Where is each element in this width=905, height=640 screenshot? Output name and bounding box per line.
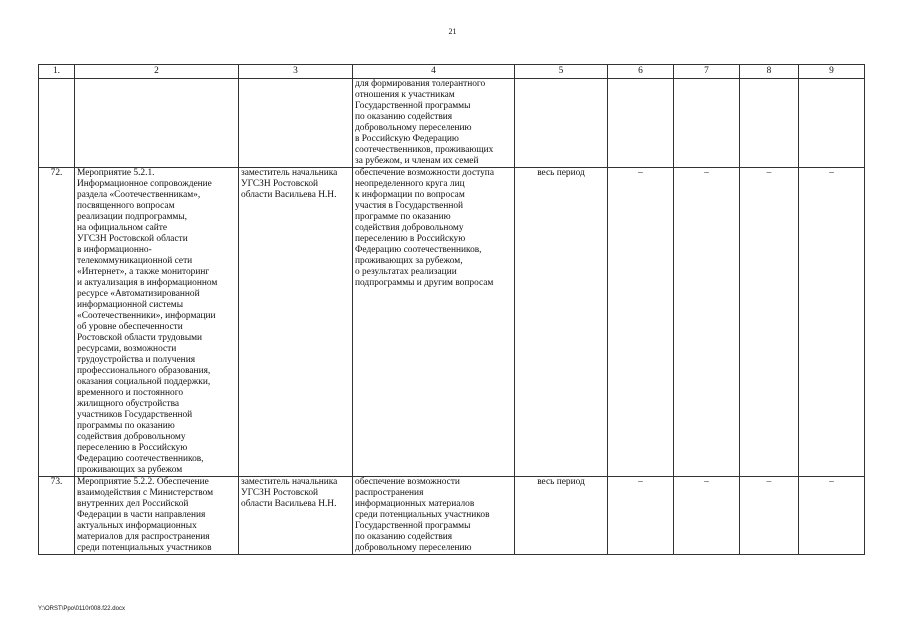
value-cell: – — [608, 477, 674, 555]
row-number: 72. — [39, 168, 75, 477]
result-cell: обеспечение возможности доступа неопределенного круга лиц к информации по вопросам участия в Государственной программе по оказанию содействия добровольному переселению в Российскую Федерацию соотечественников, проживающих за рубежом, о результатах реализации подпрограммы и другим вопросам — [353, 168, 515, 477]
event-cell — [75, 79, 239, 168]
table-row — [39, 477, 865, 555]
column-header: 4 — [353, 65, 515, 79]
responsible-cell: заместитель начальника УГСЗН Ростовской области Васильева Н.Н. — [239, 168, 353, 477]
value-cell: – — [740, 168, 799, 477]
event-cell: Мероприятие 5.2.2. Обеспечение взаимодействия с Министерством внутренних дел Российской Федерации в части направления актуальных информационных материалов для распространения среди потенциальных участников — [75, 477, 239, 555]
page-number: 21 — [448, 27, 457, 36]
column-header: 6 — [608, 65, 674, 79]
result-cell: обеспечение возможности распространения информационных материалов среди потенциальных участников Государственной программы по оказанию содействия добровольному переселению — [353, 477, 515, 555]
column-header: 5 — [515, 65, 608, 79]
value-cell: – — [799, 477, 865, 555]
value-cell: – — [674, 168, 740, 477]
value-cell — [740, 79, 799, 168]
value-cell: – — [608, 168, 674, 477]
column-header: 7 — [674, 65, 740, 79]
value-cell: – — [740, 477, 799, 555]
column-header: 9 — [799, 65, 865, 79]
column-header: 8 — [740, 65, 799, 79]
column-header-row — [39, 65, 865, 79]
column-header: 2 — [75, 65, 239, 79]
column-header: 3 — [239, 65, 353, 79]
value-cell — [799, 79, 865, 168]
responsible-cell: заместитель начальника УГСЗН Ростовской области Васильева Н.Н. — [239, 477, 353, 555]
value-cell: – — [674, 477, 740, 555]
period-cell: весь период — [515, 168, 608, 477]
row-number: 73. — [39, 477, 75, 555]
table-row — [39, 168, 865, 477]
value-cell — [674, 79, 740, 168]
value-cell: – — [799, 168, 865, 477]
responsible-cell — [239, 79, 353, 168]
result-cell: для формирования толерантного отношения к участникам Государственной программы по оказанию содействия добровольному переселению в Российскую Федерацию соотечественников, проживающих за рубежом, и членам их семей — [353, 79, 515, 168]
row-number — [39, 79, 75, 168]
value-cell — [608, 79, 674, 168]
period-cell — [515, 79, 608, 168]
event-cell: Мероприятие 5.2.1. Информационное сопровождение раздела «Соотечественникам», посвященного вопросам реализации подпрограммы, на официальном сайте УГСЗН Ростовской области в информационно- телекоммуникационной сети «Интернет», а также мониторинг и актуализация в информационном ресурсе «Автоматизированной информационной системы «Соотечественники», информации об уровне обеспеченности Ростовской области трудовыми ресурсами, возможности трудоустройства и получения профессионального образования, оказания социальной поддержки, временного и постоянного жилищного обустройства участников Государственной программы по оказанию содействия добровольному переселению в Российскую Федерацию соотечественников, проживающих за рубежом — [75, 168, 239, 477]
period-cell: весь период — [515, 477, 608, 555]
table-row — [39, 79, 865, 168]
file-path-footer: Y:\ORST\Ppo\0110r008.f22.docx — [38, 606, 125, 612]
column-header: 1. — [39, 65, 75, 79]
action-plan-table — [38, 64, 865, 555]
